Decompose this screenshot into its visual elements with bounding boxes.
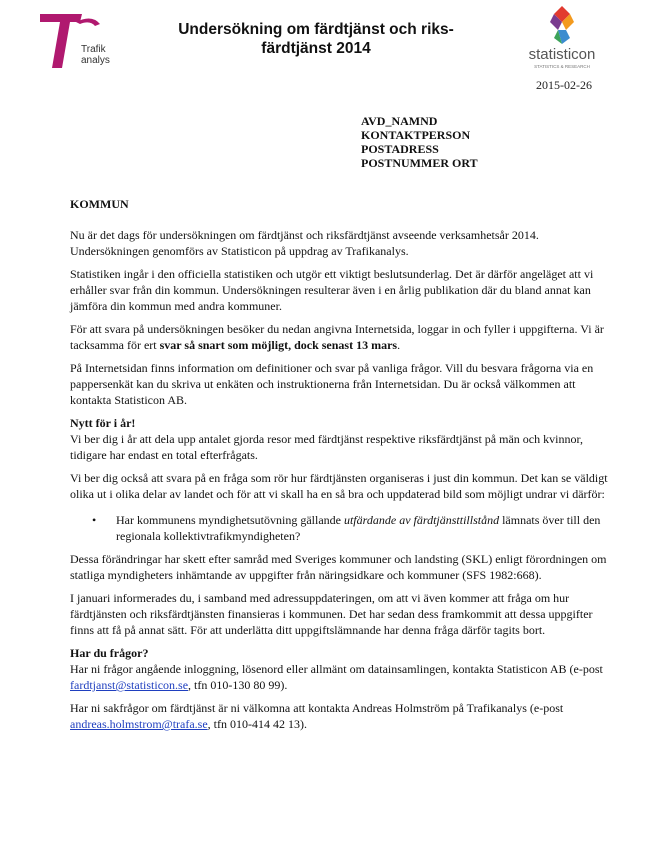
statisticon-logo-tagline: STATISTICS & RESEARCH [534,64,590,69]
paragraph-organisation-question: Vi ber dig också att svara på en fråga som rör hur färdtjänsten organiseras i just din kommun. Det kan se väldigt olika ut i olika delar av landet och för att vi skall ha en så bra och uppdaterad bild som möjligt undrar vi därför: [70,471,608,501]
address-block [361,114,478,170]
contact-trafikanalys-text: Har ni sakfrågor om färdtjänst är ni välkomna att kontakta Andreas Holmström på Trafikanalys (e-post [70,701,564,715]
letter-body [70,196,610,739]
contact-trafikanalys-phone: , tfn 010-414 42 13). [207,717,307,731]
how-to-answer-end: . [397,338,401,352]
page-title [146,20,486,58]
bullet-text-start: Har kommunens myndighetsutövning gällande [116,513,344,527]
recipient-heading: KOMMUN [70,197,129,211]
how-to-answer-text: För att svara på undersökningen besöker du nedan angivna Internetsida, loggar in och fyller i uppgifterna. Vi är tacksamma för ert [70,322,604,352]
address-line-avd-namnd: AVD_NAMND [361,114,438,128]
statisticon-logo [512,4,612,74]
statisticon-logo-name: statisticon [528,46,596,63]
trafikanalys-logo-text-line2: analys [81,55,110,66]
questions-heading: Har du frågor? [70,646,149,660]
deadline-text: svar så snart som möjligt, dock senast 13 mars [159,338,398,352]
page-title-line2: färdtjänst 2014 [261,40,371,57]
trafikanalys-logo [40,14,136,74]
paragraph-how-to-answer [70,321,610,353]
statisticon-email-link[interactable]: fardtjanst@statisticon.se [70,678,189,692]
address-line-postadress: POSTADRESS [361,142,439,156]
paragraph-internet-info: På Internetsidan finns information om definitioner och svar på vanliga frågor. Vill du besvara frågorna via en pappersenkät kan du skriva ut enkäten och instruktionerna från Internetsidan. Du är också välkommen att kontakta Statisticon AB. [70,361,594,407]
paragraph-new-gender-split: Vi ber dig i år att dela upp antalet gjorda resor med färdtjänst respektive riksfärdtjänst på män och kvinnor, tidigare har endast en total efterfrågats. [70,432,583,462]
letter-date: 2015-02-26 [536,78,592,92]
bullet-text [116,512,610,544]
address-line-postnummer-ort: POSTNUMMER ORT [361,156,478,170]
trafikanalys-logo-text-line1: Trafik [81,44,106,55]
address-line-kontaktperson: KONTAKTPERSON [361,128,471,142]
bullet-text-end: lämnats över till den regionala kollektivtrafikmyndigheten? [116,513,601,543]
paragraph-contact-trafikanalys [70,700,610,732]
contact-statisticon-text: Har ni frågor angående inloggning, lösenord eller allmänt om datainsamlingen, kontakta Statisticon AB (e-post [70,662,603,676]
trafikanalys-logo-mark [40,14,82,68]
new-this-year-heading: Nytt för i år! [70,416,136,430]
paragraph-intro: Nu är det dags för undersökningen om färdtjänst och riksfärdtjänst avseende verksamhetsår 2014. Undersökningen genomförs av Statisticon på uppdrag av Trafikanalys. [70,228,539,258]
bullet-item [70,512,610,544]
contact-statisticon-phone: , tfn 010-130 80 99). [188,678,288,692]
paragraph-contact-statisticon [70,661,610,693]
trafikanalys-email-link[interactable]: andreas.holmstrom@trafa.se [70,717,208,731]
bullet-dot-icon: • [92,513,97,527]
paragraph-skl-consultation: Dessa förändringar har skett efter samråd med Sveriges kommuner och landsting (SKL) enligt förordningen om statliga myndigheters inhämtande av uppgifter från näringsidkare och kommuner (SFS 1982:668). [70,552,607,582]
page-title-line1: Undersökning om färdtjänst och riks- [178,21,454,38]
bullet-text-italic: utfärdande av färdtjänsttillstånd [343,513,500,527]
statisticon-logo-mark [550,6,574,44]
paragraph-official-statistics: Statistiken ingår i den officiella statistiken och utgör ett viktigt beslutsunderlag. Det är därför angeläget att vi erhåller svar från din kommun. Undersökningen resulterar även i en årlig publikation där du bland annat kan jämföra din kommun med andra kommuner. [70,267,594,313]
paragraph-financing-removed: I januari informerades du, i samband med adressuppdateringen, om att vi även kommer att fråga om hur färdtjänsten och riksfärdtjänsten finansieras i kommunen. Det har sedan dess framkommit att dessa uppgifter finns att få på annat sätt. För att underlätta ditt uppgiftslämnande har denna fråga därför tagits bort. [70,591,593,637]
